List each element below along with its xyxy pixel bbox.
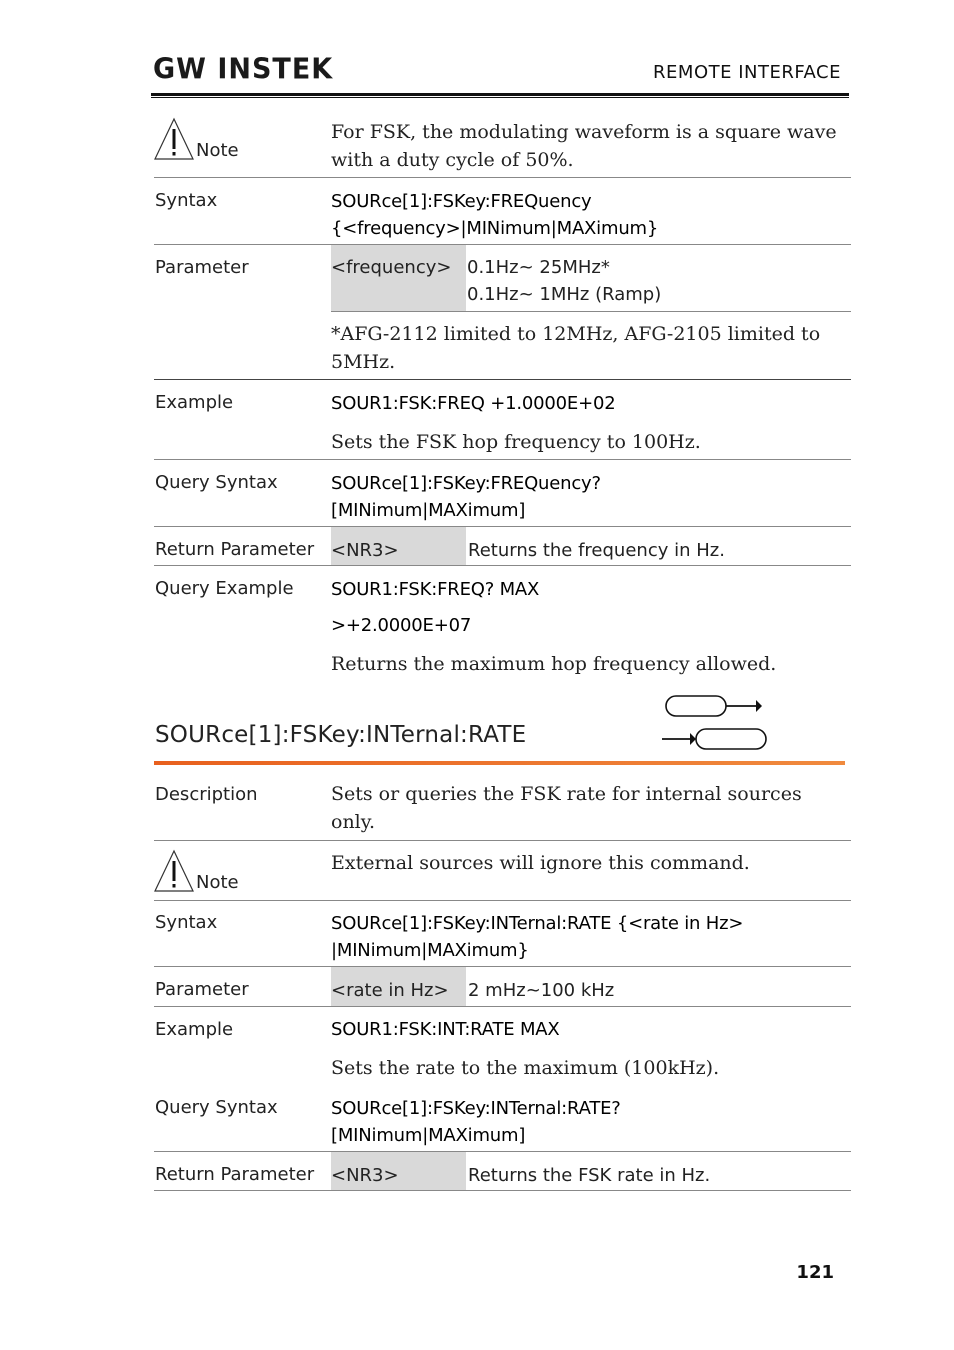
- syntax-label: Syntax: [155, 190, 218, 211]
- row-divider: [154, 565, 851, 566]
- query-syntax-label: Query Syntax: [155, 1097, 278, 1118]
- return-description: Returns the FSK rate in Hz.: [468, 1165, 711, 1186]
- syntax-label: Syntax: [155, 912, 218, 933]
- param-name: <frequency>: [331, 257, 452, 278]
- query-syntax-command: [331, 470, 846, 524]
- query-syntax-line-2: [MINimum|MAXimum]: [331, 500, 526, 521]
- row-divider: [154, 966, 851, 967]
- section-underline: [154, 761, 845, 765]
- syntax-line-1: SOURce[1]:FSKey:INTernal:RATE {<rate in Hz>: [331, 913, 744, 934]
- syntax-line-2: {<frequency>|MINimum|MAXimum}: [331, 218, 659, 239]
- warning-triangle-icon: [153, 849, 195, 893]
- return-parameter-label: Return Parameter: [155, 1164, 315, 1185]
- note-text: For FSK, the modulating waveform is a square wave with a duty cycle of 50%.: [331, 121, 837, 171]
- set-query-icon: [660, 694, 770, 752]
- example-command: SOUR1:FSK:FREQ +1.0000E+02: [331, 393, 616, 414]
- example-description: Sets the FSK hop frequency to 100Hz.: [331, 431, 701, 453]
- description-label: Description: [155, 784, 258, 805]
- param-footnote: *AFG-2112 limited to 12MHz, AFG-2105 limited to 5MHz.: [331, 323, 821, 373]
- example-command: SOUR1:FSK:INT:RATE MAX: [331, 1019, 560, 1040]
- parameter-label: Parameter: [155, 979, 249, 1000]
- page-number: 121: [796, 1262, 834, 1283]
- syntax-command: [331, 910, 846, 964]
- query-example-command: SOUR1:FSK:FREQ? MAX: [331, 579, 540, 600]
- row-divider: [154, 244, 851, 245]
- row-divider: [154, 1190, 851, 1191]
- query-syntax-line-1: SOURce[1]:FSKey:INTernal:RATE?: [331, 1098, 621, 1119]
- header-divider: [151, 93, 849, 98]
- query-example-label: Query Example: [155, 578, 294, 599]
- row-divider: [154, 1151, 851, 1152]
- row-divider: [154, 840, 851, 841]
- query-syntax-label: Query Syntax: [155, 472, 278, 493]
- note-label: Note: [196, 872, 239, 893]
- return-name: <NR3>: [331, 1165, 399, 1186]
- note-text: External sources will ignore this command.: [331, 852, 750, 874]
- query-example-result: >+2.0000E+07: [331, 615, 472, 636]
- query-syntax-command: [331, 1095, 846, 1149]
- param-range-ramp: 0.1Hz~ 1MHz (Ramp): [467, 284, 662, 305]
- param-name: <rate in Hz>: [331, 980, 449, 1001]
- return-parameter-label: Return Parameter: [155, 539, 315, 560]
- param-range: 0.1Hz~ 25MHz*: [467, 257, 610, 278]
- row-divider: [154, 379, 851, 380]
- query-example-description: Returns the maximum hop frequency allowed.: [331, 653, 777, 675]
- warning-triangle-icon: [153, 117, 195, 161]
- return-name: <NR3>: [331, 540, 399, 561]
- row-divider: [154, 459, 851, 460]
- return-description: Returns the frequency in Hz.: [468, 540, 725, 561]
- row-divider: [154, 1006, 851, 1007]
- example-description: Sets the rate to the maximum (100kHz).: [331, 1057, 720, 1079]
- note-label: Note: [196, 140, 239, 161]
- syntax-line-1: SOURce[1]:FSKey:FREQuency: [331, 191, 592, 212]
- row-divider: [154, 177, 851, 178]
- brand-logo: GW INSTEK: [153, 53, 334, 86]
- syntax-line-2: |MINimum|MAXimum}: [331, 940, 529, 961]
- description-text: Sets or queries the FSK rate for internal sources only.: [331, 783, 802, 833]
- example-label: Example: [155, 392, 234, 413]
- command-title: SOURce[1]:FSKey:INTernal:RATE: [155, 722, 527, 748]
- example-label: Example: [155, 1019, 234, 1040]
- row-divider: [154, 900, 851, 901]
- row-divider: [154, 526, 851, 527]
- syntax-command: [331, 188, 846, 242]
- param-range: 2 mHz~100 kHz: [468, 980, 615, 1001]
- query-syntax-line-2: [MINimum|MAXimum]: [331, 1125, 526, 1146]
- parameter-label: Parameter: [155, 257, 249, 278]
- row-divider: [331, 311, 851, 312]
- query-syntax-line-1: SOURce[1]:FSKey:FREQuency?: [331, 473, 601, 494]
- section-header: REMOTE INTERFACE: [653, 62, 841, 83]
